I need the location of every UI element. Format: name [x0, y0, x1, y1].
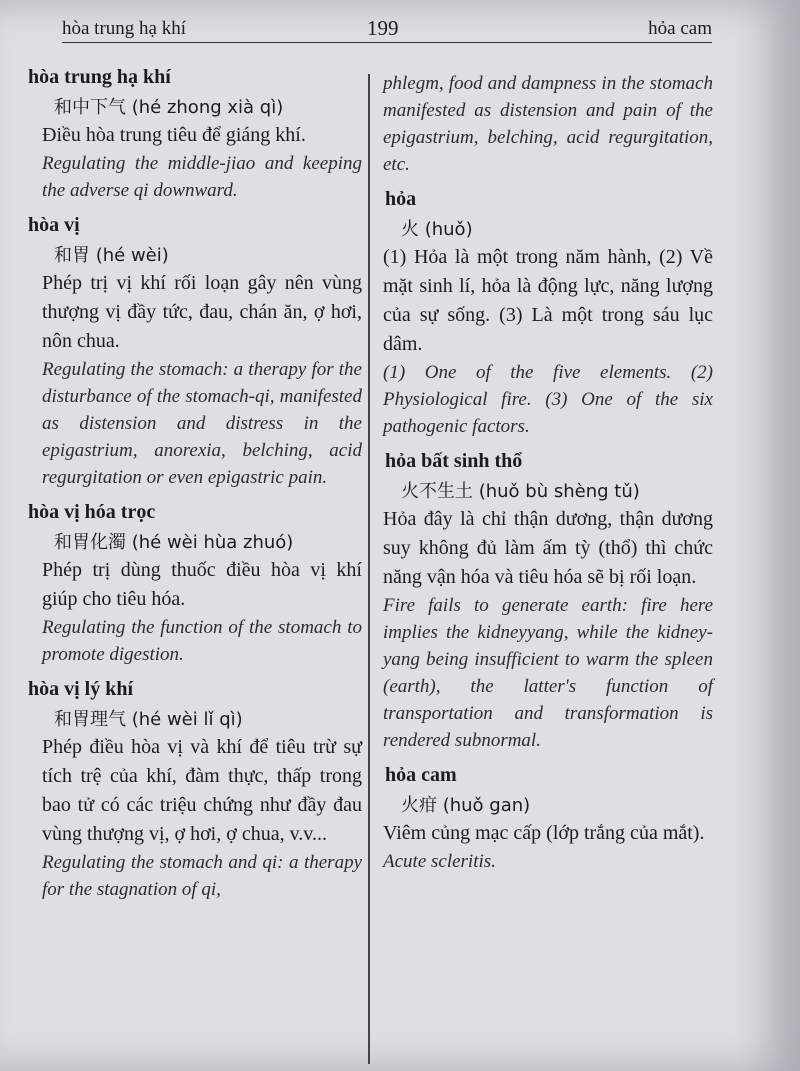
column-divider — [368, 74, 370, 1064]
right-column — [383, 70, 713, 885]
entry-hoa-bat-sinh-tho — [383, 450, 713, 754]
entry-english-definition: Fire fails to generate earth: fire here implies the kidneyyang, while the kidney-yang being insufficient to warm the spleen (earth), the latter's function of transportation and transformation is rendered subnormal. — [383, 595, 713, 751]
entry-chinese: 火疳 (huǒ gan) — [401, 795, 531, 816]
entry-chinese: 和胃理气 (hé wèi lǐ qì) — [54, 709, 243, 730]
entry-headword: hỏa bất sinh thổ — [385, 450, 523, 472]
entry-hoa-trung-ha-khi — [28, 66, 362, 204]
entry-english-definition: Regulating the middle-jiao and keeping the adverse qi downward. — [42, 153, 362, 201]
page-number: 199 — [367, 16, 399, 40]
entry-vietnamese-definition: Phép điều hòa vị và khí để tiêu trừ sự tích trệ của khí, đàm thực, thấp trong bao tử có các triệu chứng như đầy đau vùng thượng vị, ợ hơi, ợ chua, v.v... — [42, 736, 362, 845]
entry-hoa — [383, 188, 713, 440]
entry-vietnamese-definition: Điều hòa trung tiêu để giáng khí. — [42, 124, 306, 146]
entry-english-definition: Regulating the stomach and qi: a therapy for the stagnation of qi, — [42, 852, 362, 900]
entry-chinese: 和胃 (hé wèi) — [54, 245, 169, 266]
entry-headword: hòa vị hóa trọc — [28, 501, 156, 523]
running-header — [62, 12, 712, 43]
entry-hoa-vi-ly-khi — [28, 678, 362, 903]
entry-continuation — [383, 70, 713, 178]
entry-vietnamese-definition: (1) Hỏa là một trong năm hành, (2) Về mặt sinh lí, hỏa là động lực, năng lượng của sự sống. (3) Là một trong sáu lục dâm. — [383, 246, 713, 355]
entry-headword: hỏa — [385, 188, 417, 210]
entry-headword: hỏa cam — [385, 764, 457, 786]
entry-hoa-cam — [383, 764, 713, 875]
entry-vietnamese-definition: Phép trị vị khí rối loạn gây nên vùng thượng vị đầy tức, đau, chán ăn, ợ hơi, nôn chua. — [42, 272, 362, 352]
entry-chinese: 和胃化濁 (hé wèi hùa zhuó) — [54, 532, 294, 553]
entry-chinese: 火不生土 (huǒ bù shèng tǔ) — [401, 481, 640, 502]
entry-hoa-vi — [28, 214, 362, 491]
entry-english-continuation: phlegm, food and dampness in the stomach manifested as distension and pain of the epigastrium, belching, acid regurgitation, etc. — [383, 73, 713, 175]
header-last-term: hỏa cam — [648, 18, 712, 39]
entry-hoa-vi-hoa-troc — [28, 501, 362, 668]
entry-headword: hòa trung hạ khí — [28, 66, 171, 88]
entry-headword: hòa vị lý khí — [28, 678, 134, 700]
header-first-term: hòa trung hạ khí — [62, 18, 187, 39]
entry-chinese: 和中下气 (hé zhong xià qì) — [54, 97, 284, 118]
entry-vietnamese-definition: Viêm củng mạc cấp (lớp trắng của mắt). — [383, 822, 705, 844]
entry-vietnamese-definition: Hỏa đây là chỉ thận dương, thận dương suy không đủ làm ấm tỳ (thổ) thì chức năng vận hóa và tiêu hóa sẽ bị rối loạn. — [383, 508, 713, 588]
entry-english-definition: Regulating the stomach: a therapy for the disturbance of the stomach-qi, manifested as distension and distress in the epigastrium, anorexia, belching, acid regurgitation or even epigastric pain. — [42, 359, 362, 488]
entry-english-definition: Acute scleritis. — [383, 851, 496, 872]
entry-vietnamese-definition: Phép trị dùng thuốc điều hòa vị khí giúp cho tiêu hóa. — [42, 559, 362, 610]
entry-headword: hòa vị — [28, 214, 80, 236]
entry-chinese: 火 (huǒ) — [401, 219, 473, 240]
entry-english-definition: (1) One of the five elements. (2) Physiological fire. (3) One of the six pathogenic factors. — [383, 362, 713, 437]
entry-english-definition: Regulating the function of the stomach to promote digestion. — [42, 617, 362, 665]
left-column — [28, 60, 362, 913]
